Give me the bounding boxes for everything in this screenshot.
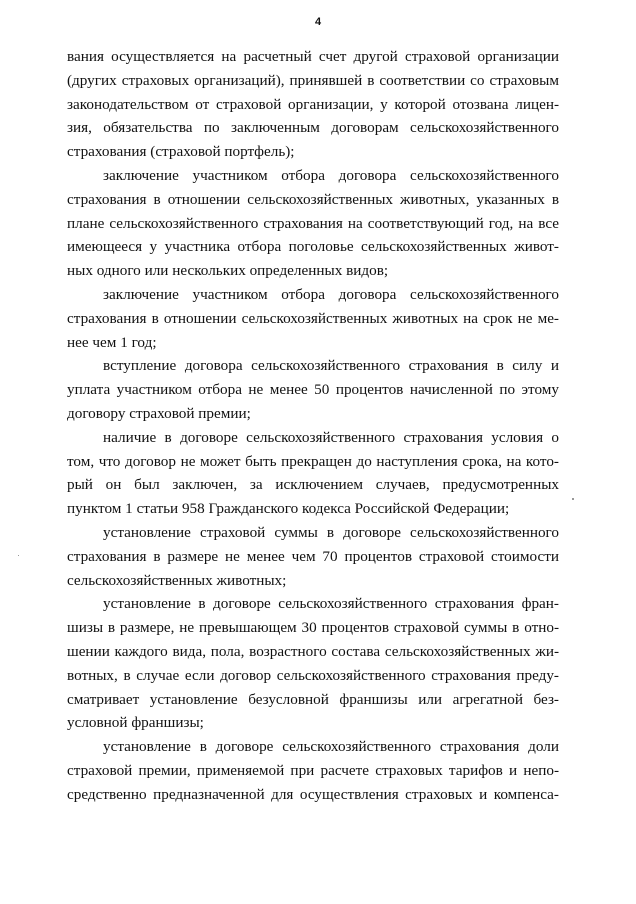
paragraph-first-line: установление в договоре сельскохозяйственного страхования доли <box>103 738 559 756</box>
text-line: законодательством от страховой организации, у которой отозвана лицен- <box>67 95 559 113</box>
paragraph-first-line: вступление договора сельскохозяйственного страхования в силу и <box>103 357 559 375</box>
paragraph-first-line: заключение участником отбора договора сельскохозяйственного <box>103 166 559 184</box>
scan-speck <box>18 555 19 556</box>
text-line: сельскохозяйственных животных; <box>67 571 287 589</box>
scan-speck <box>572 498 574 500</box>
text-line: страховой премии, применяемой при расчете страховых тарифов и непо- <box>67 761 559 779</box>
text-line: средственно предназначенной для осуществления страховых и компенса- <box>67 785 559 803</box>
text-line: (других страховых организаций), принявшей в соответствии со страховым <box>67 71 559 89</box>
document-body <box>67 45 559 807</box>
text-line: имеющееся у участника отбора поголовье сельскохозяйственных живот- <box>67 238 559 256</box>
text-line: уплата участником отбора не менее 50 процентов начисленной по этому <box>67 381 559 399</box>
text-line: вания осуществляется на расчетный счет другой страховой организации <box>67 48 559 65</box>
text-line: условной франшизы; <box>67 714 204 732</box>
text-line: страхования в отношении сельскохозяйственных животных на срок не ме- <box>67 309 559 327</box>
text-line: страхования в размере не менее чем 70 процентов страховой стоимости <box>67 547 559 565</box>
text-line: договору страховой премии; <box>67 404 251 422</box>
text-line: зия, обязательства по заключенным договорам сельскохозяйственного <box>67 119 559 137</box>
text-line: пунктом 1 статьи 958 Гражданского кодекса Российской Федерации; <box>67 500 510 518</box>
text-line: нее чем 1 год; <box>67 333 157 351</box>
text-line: шизы в размере, не превышающем 30 процентов страховой суммы в отно- <box>67 619 559 637</box>
paragraph-first-line: заключение участником отбора договора сельскохозяйственного <box>103 285 559 303</box>
text-line: страхования в отношении сельскохозяйственных животных, указанных в <box>67 190 559 208</box>
page-number: 4 <box>314 16 322 28</box>
text-line: том, что договор не может быть прекращен до наступления срока, на кото- <box>67 452 559 470</box>
text-line: шении каждого вида, пола, возрастного состава сельскохозяйственных жи- <box>67 642 559 660</box>
text-line: сматривает установление безусловной франшизы или агрегатной без- <box>67 690 559 708</box>
text-line: страхования (страховой портфель); <box>67 143 295 161</box>
text-line: плане сельскохозяйственного страхования на соответствующий год, на все <box>67 214 559 232</box>
text-line: вотных, в случае если договор сельскохозяйственного страхования преду- <box>67 666 559 684</box>
paragraph-first-line: установление в договоре сельскохозяйственного страхования фран- <box>103 595 559 613</box>
paragraph-first-line: установление страховой суммы в договоре сельскохозяйственного <box>103 523 559 541</box>
text-line: ных одного или нескольких определенных видов; <box>67 262 389 280</box>
text-line: рый он был заключен, за исключением случаев, предусмотренных <box>67 476 559 494</box>
paragraph-first-line: наличие в договоре сельскохозяйственного страхования условия о <box>103 428 559 446</box>
